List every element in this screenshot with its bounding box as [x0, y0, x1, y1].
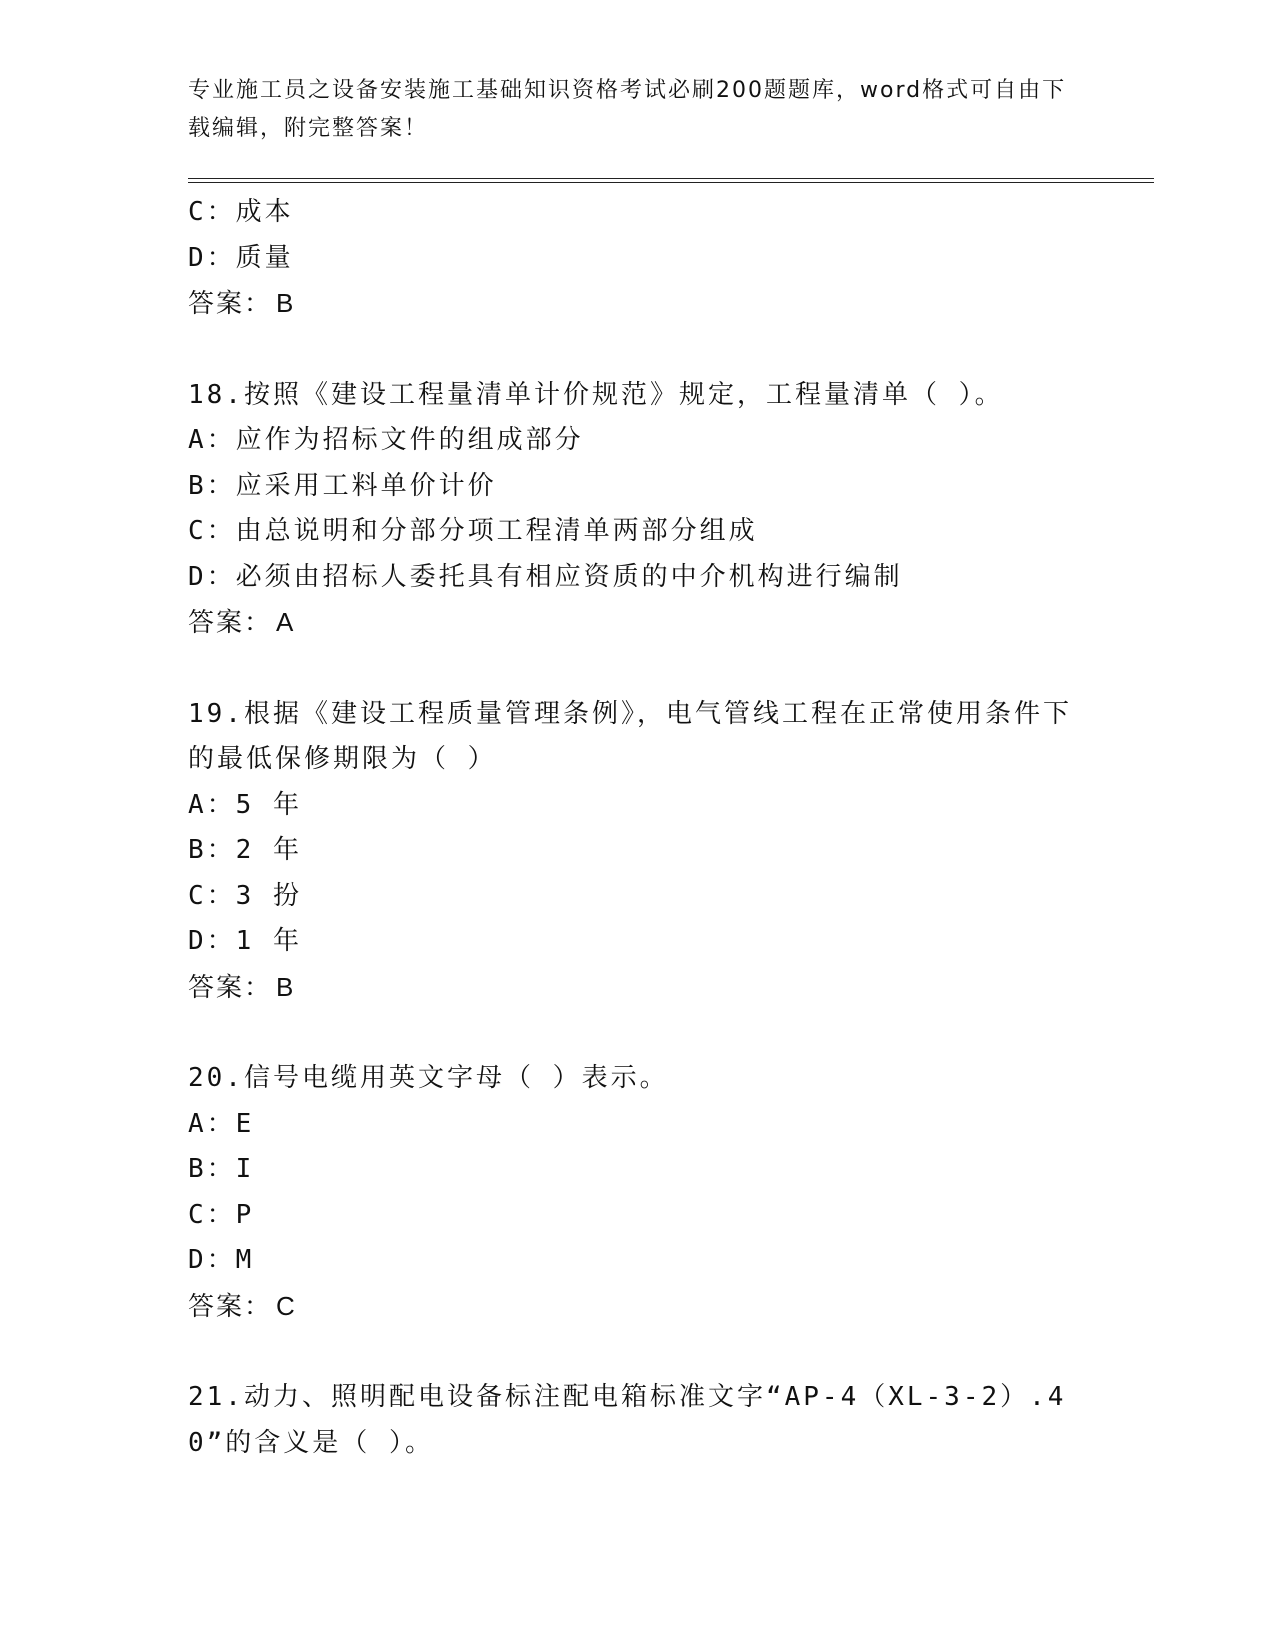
option-letter: A：	[188, 1108, 236, 1139]
spacer	[188, 646, 1088, 692]
spacer	[188, 1010, 1088, 1056]
answer-label: 答案：	[188, 608, 273, 638]
header-divider	[188, 178, 1154, 183]
document-header: 专业施工员之设备安装施工基础知识资格考试必刷200题题库，word格式可自由下载编辑，附完整答案！	[188, 78, 1067, 141]
option-line	[188, 1102, 1088, 1148]
option-letter: C：	[188, 1199, 236, 1230]
option-text: 3 扮	[235, 880, 302, 911]
option-text: 5 年	[235, 789, 302, 820]
option-line	[188, 464, 1088, 510]
option-text: E	[235, 1108, 255, 1139]
option-letter: C：	[188, 880, 236, 911]
answer-value: A	[276, 607, 296, 637]
document-body	[188, 190, 1088, 1466]
option-letter: B：	[188, 835, 236, 865]
spacer	[188, 1329, 1088, 1375]
option-line	[188, 919, 1088, 965]
option-text: 必须由招标人委托具有相应资质的中介机构进行编制	[235, 561, 903, 592]
question-stem: 18.按照《建设工程量清单计价规范》规定，工程量清单（ ）。	[188, 379, 1004, 410]
answer-line	[188, 600, 1088, 646]
option-letter: D：	[188, 1245, 236, 1275]
option-line	[188, 418, 1088, 464]
option-letter: D：	[188, 242, 236, 273]
answer-line	[188, 281, 1088, 327]
option-text: 质量	[235, 242, 294, 273]
answer-label: 答案：	[188, 289, 273, 319]
question-stem: 20.信号电缆用英文字母（ ）表示。	[188, 1063, 669, 1093]
answer-line	[188, 965, 1088, 1011]
option-line	[188, 1238, 1088, 1284]
option-line	[188, 236, 1088, 282]
option-line	[188, 783, 1088, 829]
option-text: I	[235, 1154, 255, 1184]
option-line	[188, 555, 1088, 601]
option-text: 1 年	[235, 926, 302, 956]
option-text: 2 年	[235, 835, 302, 865]
answer-label: 答案：	[188, 972, 273, 1003]
option-line	[188, 874, 1088, 920]
option-line	[188, 1193, 1088, 1239]
option-line	[188, 828, 1088, 874]
option-line	[188, 190, 1088, 236]
option-letter: A：	[188, 789, 236, 820]
answer-value: B	[276, 971, 296, 1002]
option-text: 成本	[235, 197, 294, 227]
option-line	[188, 1147, 1088, 1193]
option-letter: C：	[188, 516, 236, 546]
option-text: 由总说明和分部分项工程清单两部分组成	[235, 516, 758, 546]
option-text: 应作为招标文件的组成部分	[235, 425, 584, 455]
answer-line	[188, 1284, 1088, 1330]
option-line	[188, 509, 1088, 555]
question-stem: 19.根据《建设工程质量管理条例》，电气管线工程在正常使用条件下的最低保修期限为（ ）	[188, 698, 1072, 774]
option-letter: B：	[188, 1154, 236, 1184]
option-letter: B：	[188, 470, 236, 501]
option-letter: A：	[188, 425, 236, 455]
option-text: P	[235, 1199, 255, 1230]
answer-label: 答案：	[188, 1291, 273, 1322]
option-letter: C：	[188, 197, 236, 227]
option-text: 应采用工料单价计价	[235, 470, 497, 501]
answer-value: B	[276, 288, 296, 318]
option-letter: D：	[188, 926, 236, 956]
option-letter: D：	[188, 561, 236, 592]
option-text: M	[235, 1245, 255, 1275]
question-stem: 21.动力、照明配电设备标注配电箱标准文字“AP-4（XL-3-2）.40”的含义是（ ）。	[188, 1382, 1067, 1458]
answer-value: C	[276, 1290, 297, 1321]
spacer	[188, 327, 1088, 373]
